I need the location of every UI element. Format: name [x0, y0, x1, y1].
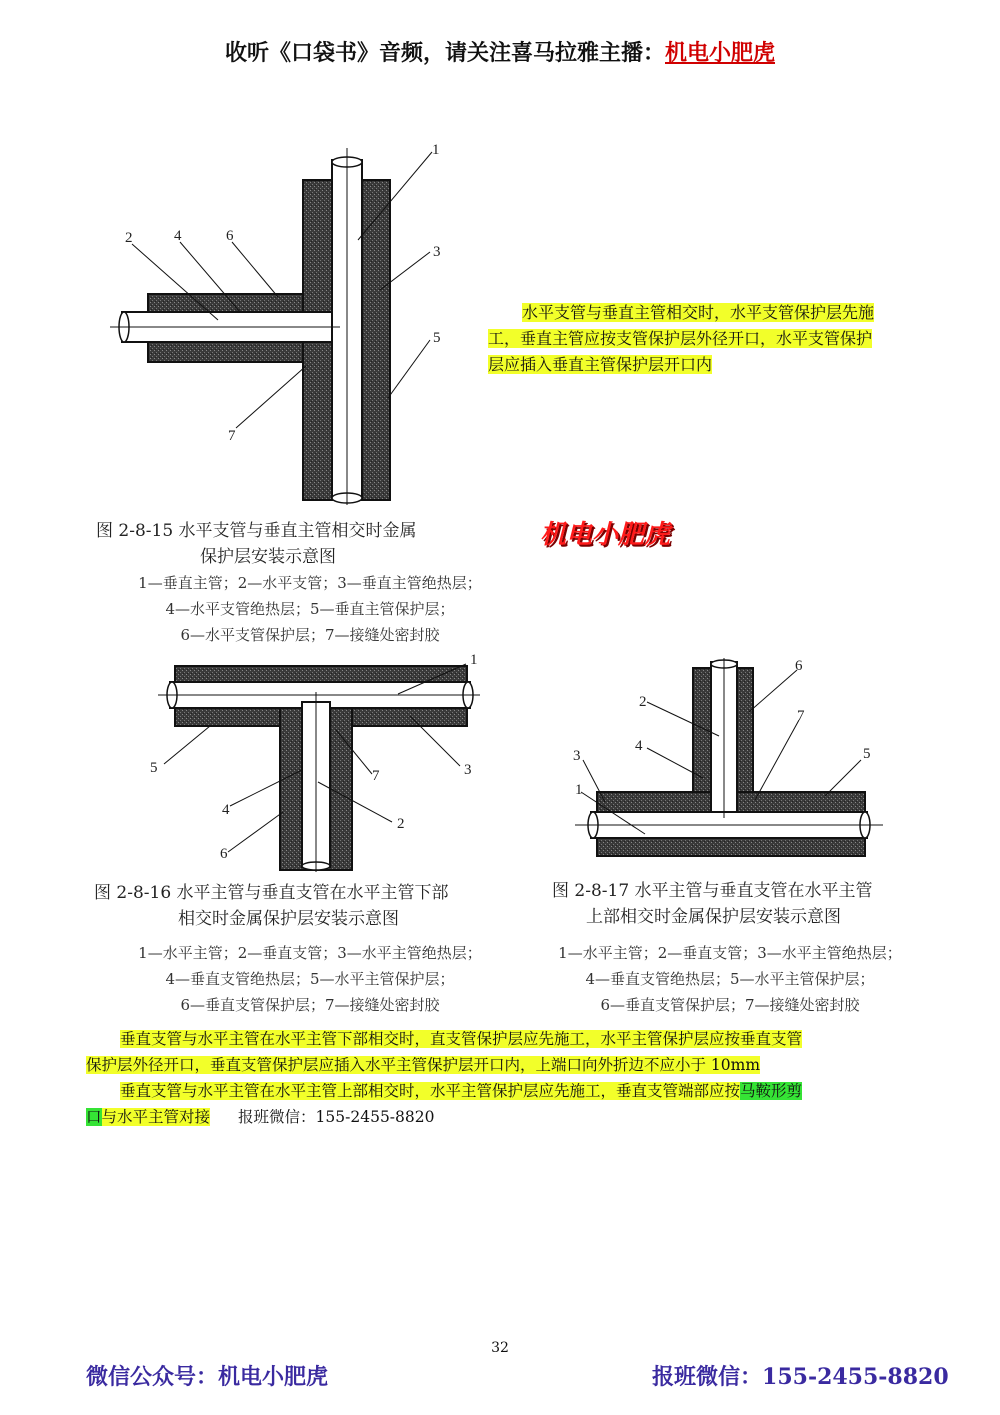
- fig17-caption: 图 2-8-17 水平主管与垂直支管在水平主管 上部相交时金属保护层安装示意图: [552, 881, 873, 927]
- fig17-label-1: 1: [575, 782, 583, 798]
- fig17-legend: 1—水平主管；2—垂直支管；3—水平主管绝热层； 4—垂直支管绝热层；5—水平主管保护层； 6—垂直支管保护层；7—接缝处密封胶: [558, 944, 902, 1014]
- header-prefix: 收听《口袋书》音频，请关注喜马拉雅主播：: [224, 41, 665, 66]
- fig16-label-2: 2: [397, 816, 405, 832]
- fig17-label-2: 2: [639, 694, 647, 710]
- paragraph-1-line-2: 保护层外径开口，垂直支管保护层应插入水平主管保护层开口内，上端口向外折边不应小于 10mm: [86, 1056, 761, 1074]
- fig16-legend: 1—水平主管；2—垂直支管；3—水平主管绝热层； 4—垂直支管绝热层；5—水平主管保护层； 6—垂直支管保护层；7—接缝处密封胶: [138, 944, 482, 1014]
- figure-2-8-17: [565, 652, 895, 874]
- fig16-label-7: 7: [372, 768, 380, 784]
- fig16-label-1: 1: [470, 652, 478, 668]
- fig16-label-6: 6: [220, 846, 228, 862]
- fig17-label-6: 6: [795, 658, 803, 674]
- fig15-label-1: 1: [432, 142, 440, 158]
- footer-right: 报班微信：155-2455-8820: [652, 1364, 949, 1390]
- body-text: 垂直支管与水平主管在水平主管下部相交时，直支管保护层应先施工，水平主管保护层应按垂直支管 保护层外径开口，垂直支管保护层应插入水平主管保护层开口内，上端口向外折边不应小于 10mm 垂直支管与水平主管在水平主管上部相交时，水平主管保护层应先施工，垂直支管端部应按马鞍形剪 口与水平主管对接 报班微信：155-2455-8820: [86, 1030, 803, 1126]
- figure-2-8-16: [140, 652, 490, 874]
- fig15-label-3: 3: [433, 244, 441, 260]
- fig17-label-7: 7: [797, 708, 805, 724]
- fig15-label-4: 4: [174, 228, 182, 244]
- contact-text: 报班微信：155-2455-8820: [238, 1108, 435, 1126]
- fig15-label-7: 7: [228, 428, 236, 444]
- fig16-label-5: 5: [150, 760, 158, 776]
- note-horizontal-branch: 水平支管与垂直主管相交时，水平支管保护层先施 工，垂直主管应按支管保护层外径开口，水平支管保护 层应插入垂直主管保护层开口内: [488, 303, 875, 374]
- fig16-caption: 图 2-8-16 水平主管与垂直支管在水平主管下部 相交时金属保护层安装示意图: [94, 883, 449, 929]
- fig17-label-3: 3: [573, 748, 581, 764]
- fig15-caption: 图 2-8-15 水平支管与垂直主管相交时金属 保护层安装示意图: [96, 521, 417, 567]
- figure-2-8-15: [100, 140, 480, 510]
- header-brand[interactable]: 机电小肥虎: [665, 41, 776, 66]
- watermark-brand: 机电小肥虎: [540, 520, 671, 550]
- page-header: [0, 36, 1000, 67]
- fig15-label-2: 2: [125, 230, 133, 246]
- fig15-label-6: 6: [226, 228, 234, 244]
- fig16-label-3: 3: [464, 762, 472, 778]
- fig15-label-5: 5: [433, 330, 441, 346]
- paragraph-1-line-1: 垂直支管与水平主管在水平主管下部相交时，直支管保护层应先施工，水平主管保护层应按垂直支管: [120, 1030, 803, 1048]
- footer-left: 微信公众号：机电小肥虎: [86, 1365, 329, 1390]
- page-number: 32: [491, 1340, 509, 1356]
- fig16-label-4: 4: [222, 802, 230, 818]
- fig17-label-5: 5: [863, 746, 871, 762]
- fig15-legend: 1—垂直主管；2—水平支管；3—垂直主管绝热层； 4—水平支管绝热层；5—垂直主管保护层； 6—水平支管保护层；7—接缝处密封胶: [138, 574, 482, 644]
- fig17-label-4: 4: [635, 738, 643, 754]
- paragraph-2-line-1: 垂直支管与水平主管在水平主管上部相交时，水平主管保护层应先施工，垂直支管端部应按: [120, 1082, 741, 1100]
